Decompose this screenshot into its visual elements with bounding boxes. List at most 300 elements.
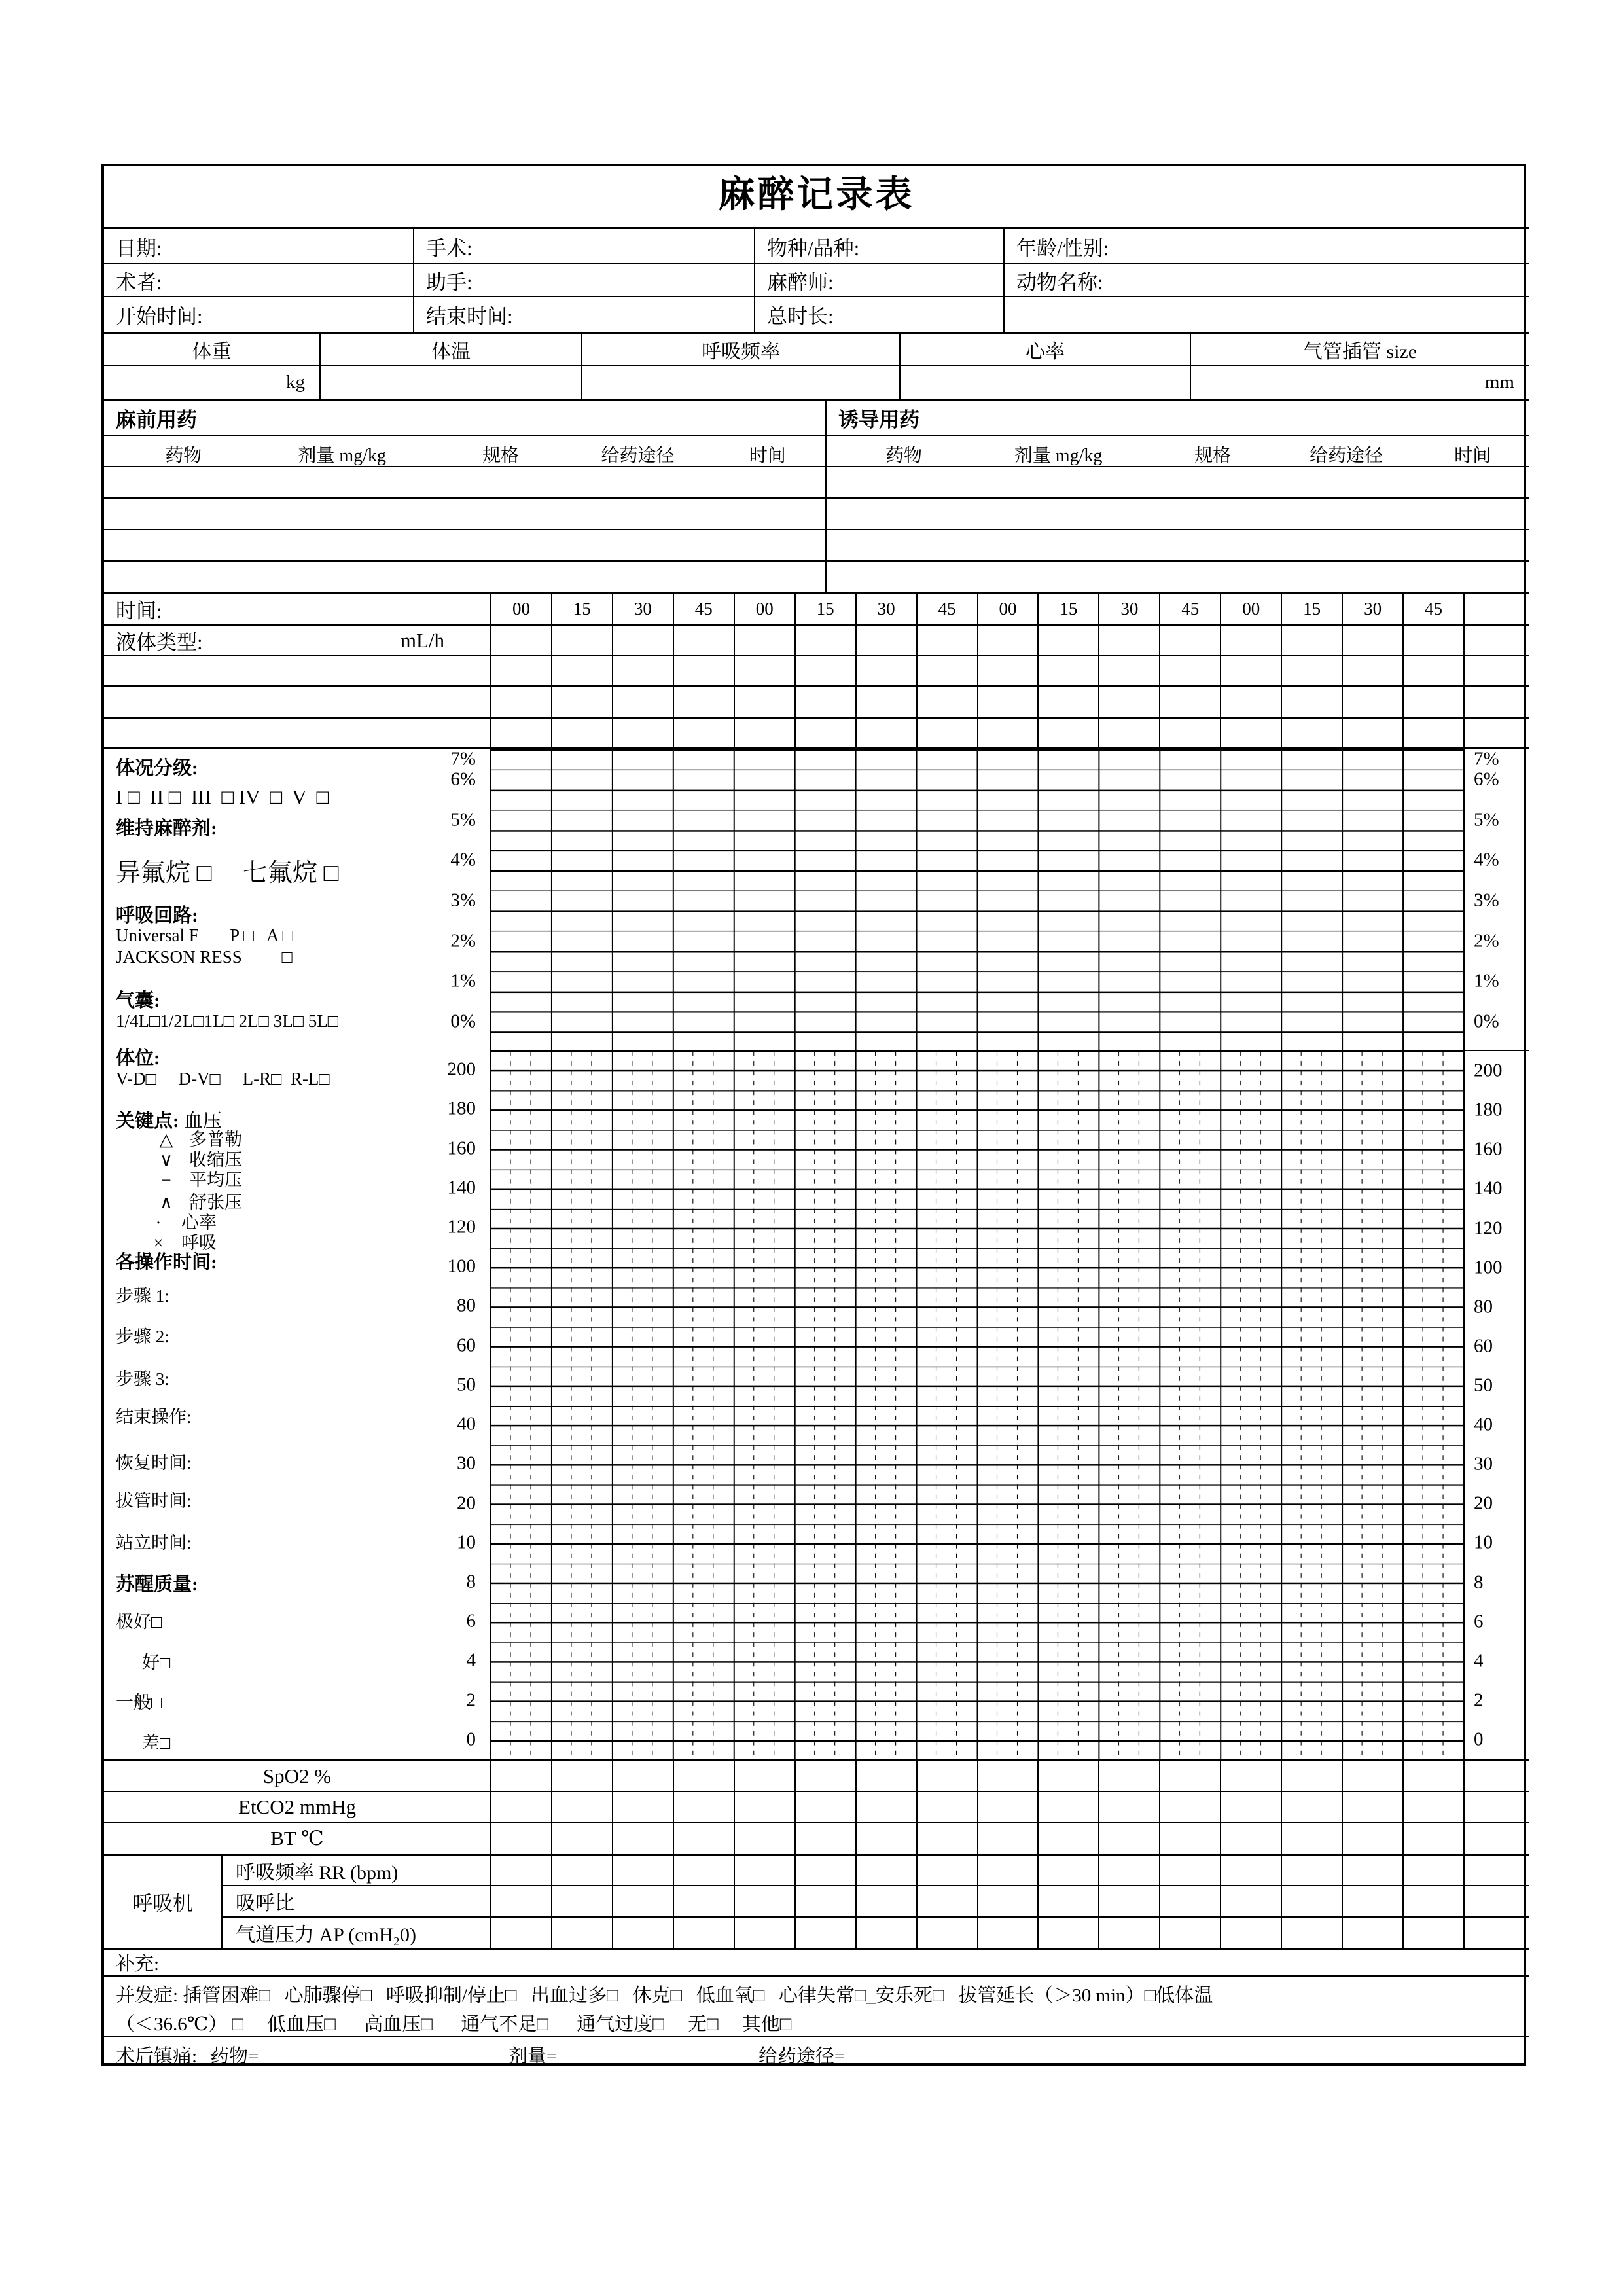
fluid-cell[interactable]: [1342, 656, 1402, 685]
maintenance-options[interactable]: 异氟烷 □ 七氟烷 □: [116, 859, 339, 887]
fluid-cell[interactable]: [1098, 719, 1159, 747]
vent-ap-cell[interactable]: [1098, 1918, 1159, 1948]
percent-scale-right: [1463, 749, 1529, 1052]
scale-label: 80: [457, 1295, 476, 1316]
spo2-cell[interactable]: [490, 1761, 551, 1791]
bt-cell[interactable]: [612, 1823, 673, 1854]
premed-entry-cell[interactable]: [104, 530, 827, 560]
vent-ap-cell[interactable]: [977, 1918, 1038, 1948]
etco2-cell[interactable]: [1402, 1792, 1463, 1822]
bt-cell[interactable]: [734, 1823, 794, 1854]
position-options[interactable]: V-D□ D-V□ L-R□ R-L□: [116, 1069, 330, 1088]
fluid-cell[interactable]: [1037, 626, 1098, 655]
fluid-cell[interactable]: [612, 687, 673, 717]
fluid-cell[interactable]: [794, 719, 855, 747]
fluid-cell[interactable]: [916, 626, 977, 655]
circuit-option-universal[interactable]: Universal F P □ A □: [116, 925, 293, 945]
etco2-cell[interactable]: [612, 1792, 673, 1822]
fluid-cell[interactable]: [1220, 687, 1281, 717]
bt-cell[interactable]: [977, 1823, 1038, 1854]
etco2-cell[interactable]: [673, 1792, 734, 1822]
scale-label: 100: [1474, 1257, 1503, 1278]
vent-rr-cell[interactable]: [551, 1856, 612, 1885]
fluid-cell[interactable]: [1037, 687, 1098, 717]
scale-label: 5%: [1474, 809, 1499, 831]
fluid-cell[interactable]: [855, 656, 916, 685]
spo2-cell[interactable]: [1037, 1761, 1098, 1791]
vital-grid-lines: [490, 1051, 1463, 1761]
fluid-cell[interactable]: [1220, 626, 1281, 655]
vent-ie-cell[interactable]: [1342, 1886, 1402, 1916]
legend-respiration: × 呼吸: [153, 1233, 217, 1253]
legend-systolic: ∨ 收缩压: [160, 1150, 242, 1170]
fluid-cell[interactable]: [490, 656, 551, 685]
scale-label: 8: [466, 1571, 476, 1592]
step-2-field[interactable]: 步骤 2:: [116, 1327, 169, 1346]
fluid-cell[interactable]: [673, 687, 734, 717]
recovery-option-fair[interactable]: 一般□: [116, 1693, 162, 1712]
etco2-cell[interactable]: [734, 1792, 794, 1822]
circuit-option-jackson[interactable]: JACKSON RESS □: [116, 947, 293, 967]
fluid-cell[interactable]: [1402, 687, 1463, 717]
fluid-cell[interactable]: [1342, 626, 1402, 655]
vent-ap-cell[interactable]: [1342, 1918, 1402, 1948]
fluid-cell[interactable]: [1159, 656, 1220, 685]
extubation-time-field[interactable]: 拔管时间:: [116, 1491, 192, 1511]
fluid-cell[interactable]: [490, 626, 551, 655]
fluid-cell[interactable]: [1463, 626, 1529, 655]
analgesia-dose-field[interactable]: 剂量=: [508, 2046, 558, 2067]
scale-label: 200: [447, 1058, 476, 1080]
total-duration-field[interactable]: 总时长:: [754, 297, 1003, 332]
vent-ie-cell[interactable]: [1098, 1886, 1159, 1916]
vent-rr-cell[interactable]: [977, 1856, 1038, 1885]
fluid-cell[interactable]: [1281, 656, 1342, 685]
induction-entry-cell[interactable]: [827, 562, 1529, 592]
etco2-cell[interactable]: [1463, 1792, 1529, 1822]
bt-cell[interactable]: [551, 1823, 612, 1854]
vent-rr-cell[interactable]: [916, 1856, 977, 1885]
fluid-cell[interactable]: [551, 626, 612, 655]
fluid-cell[interactable]: [1159, 687, 1220, 717]
bt-row: [104, 1822, 1529, 1854]
vent-ie-cell[interactable]: [490, 1886, 551, 1916]
vent-rr-cell[interactable]: [673, 1856, 734, 1885]
fluid-extra-row: [104, 717, 1529, 747]
info-empty-cell[interactable]: [1003, 297, 1529, 332]
scale-label: 2%: [450, 930, 476, 952]
step-1-field[interactable]: 步骤 1:: [116, 1286, 169, 1306]
time-tick: 00: [1220, 594, 1281, 624]
scale-label: 10: [1474, 1532, 1493, 1553]
vent-ap-cell[interactable]: [1159, 1918, 1220, 1948]
fluid-cell[interactable]: [977, 626, 1038, 655]
fluid-cell[interactable]: [551, 687, 612, 717]
fluid-cell[interactable]: [1402, 656, 1463, 685]
spo2-cell[interactable]: [673, 1761, 734, 1791]
spo2-cell[interactable]: [1402, 1761, 1463, 1791]
scale-label: 180: [1474, 1099, 1503, 1121]
scale-label: 4: [466, 1649, 476, 1671]
vent-ap-cell[interactable]: [490, 1918, 551, 1948]
fluid-cell[interactable]: [1402, 719, 1463, 747]
fluid-extra-row: [104, 685, 1529, 717]
bt-cell[interactable]: [1037, 1823, 1098, 1854]
vent-ap-cell[interactable]: [551, 1918, 612, 1948]
scale-label: 60: [457, 1335, 476, 1356]
scale-label: 0: [1474, 1729, 1484, 1750]
vent-rr-cell[interactable]: [1342, 1856, 1402, 1885]
induction-col-drug: 药物: [885, 446, 923, 466]
induction-entry-cell[interactable]: [827, 499, 1529, 529]
fluid-cell[interactable]: [977, 656, 1038, 685]
drug-row: [104, 466, 1529, 497]
surgeon-field[interactable]: 术者:: [116, 270, 162, 294]
spo2-cell[interactable]: [1463, 1761, 1529, 1791]
scale-label: 6%: [1474, 768, 1499, 790]
fluid-cell[interactable]: [1159, 719, 1220, 747]
scale-label: 1%: [1474, 970, 1499, 992]
vent-ie-cell[interactable]: [734, 1886, 794, 1916]
end-operation-field[interactable]: 结束操作:: [116, 1407, 192, 1427]
fluid-cell[interactable]: [612, 626, 673, 655]
induction-entry-cell[interactable]: [827, 467, 1529, 497]
fluid-cell[interactable]: [977, 719, 1038, 747]
fluid-cell[interactable]: [1159, 626, 1220, 655]
vent-ap-cell[interactable]: [734, 1918, 794, 1948]
percent-grid[interactable]: [490, 749, 1463, 1052]
time-tick: 15: [794, 594, 855, 624]
spo2-cell[interactable]: [1281, 1761, 1342, 1791]
standing-time-field[interactable]: 站立时间:: [116, 1533, 192, 1552]
etco2-cell[interactable]: [1220, 1792, 1281, 1822]
fluid-cell[interactable]: [1281, 687, 1342, 717]
scale-label: 80: [1474, 1296, 1493, 1318]
fluid-cell[interactable]: [673, 719, 734, 747]
etco2-cell[interactable]: [1037, 1792, 1098, 1822]
anesthetist-field[interactable]: 麻醉师:: [754, 264, 1003, 296]
fluid-cell[interactable]: [734, 719, 794, 747]
vent-rr-cell[interactable]: [490, 1856, 551, 1885]
vent-ap-cell[interactable]: [673, 1918, 734, 1948]
postop-analgesia-row: [104, 2036, 1529, 2066]
etco2-cell[interactable]: [1342, 1792, 1402, 1822]
vent-ie-cell[interactable]: [794, 1886, 855, 1916]
bt-cell[interactable]: [1220, 1823, 1281, 1854]
etco2-cell[interactable]: [1159, 1792, 1220, 1822]
fluid-cell[interactable]: [734, 687, 794, 717]
etco2-cell[interactable]: [794, 1792, 855, 1822]
vent-rr-cell[interactable]: [1159, 1856, 1220, 1885]
etco2-cell[interactable]: [977, 1792, 1038, 1822]
legend-doppler: △ 多普勒: [159, 1130, 242, 1149]
time-tick: 15: [1037, 594, 1098, 624]
scale-label: 8: [1474, 1571, 1484, 1592]
bt-cell[interactable]: [1402, 1823, 1463, 1854]
premed-entry-cell[interactable]: [104, 562, 827, 592]
vent-ap-cell[interactable]: [916, 1918, 977, 1948]
fluid-cell[interactable]: [1281, 626, 1342, 655]
age-sex-field[interactable]: 年龄/性别:: [1003, 229, 1529, 263]
date-field[interactable]: 日期:: [116, 236, 162, 260]
info-row-3: [104, 296, 1529, 332]
fluid-cell[interactable]: [1463, 687, 1529, 717]
vent-ap-cell[interactable]: [855, 1918, 916, 1948]
etco2-cell[interactable]: [1281, 1792, 1342, 1822]
fluid-type-label: 液体类型:: [116, 631, 203, 654]
vent-rr-cell[interactable]: [1463, 1856, 1529, 1885]
vent-ap-cell[interactable]: [794, 1918, 855, 1948]
fluid-extra-row: [104, 655, 1529, 685]
recovery-option-poor[interactable]: 差□: [142, 1733, 171, 1753]
asa-grade-options[interactable]: I □ II □ III □ IV □ V □: [116, 785, 329, 808]
bt-cell[interactable]: [1098, 1823, 1159, 1854]
spo2-cell[interactable]: [1098, 1761, 1159, 1791]
premed-entry-cell[interactable]: [104, 467, 827, 497]
scale-label: 120: [1474, 1217, 1503, 1238]
spo2-cell[interactable]: [855, 1761, 916, 1791]
scale-label: 0: [466, 1729, 476, 1750]
time-tick: 30: [1342, 594, 1402, 624]
etco2-cell[interactable]: [490, 1792, 551, 1822]
drug-row: [104, 497, 1529, 529]
fluid-cell[interactable]: [1098, 626, 1159, 655]
fluid-cell[interactable]: [1463, 656, 1529, 685]
weight-value-cell[interactable]: kg: [286, 371, 305, 393]
spo2-cell[interactable]: [1220, 1761, 1281, 1791]
induction-entry-cell[interactable]: [827, 530, 1529, 560]
time-tick: 15: [551, 594, 612, 624]
premed-col-spec: 规格: [482, 446, 520, 466]
spo2-cell[interactable]: [551, 1761, 612, 1791]
spo2-cell[interactable]: [612, 1761, 673, 1791]
spo2-cell[interactable]: [916, 1761, 977, 1791]
scale-label: 5%: [450, 809, 476, 831]
species-field[interactable]: 物种/品种:: [754, 229, 1003, 263]
vent-ie-cell[interactable]: [1402, 1886, 1463, 1916]
vital-grid[interactable]: [490, 1050, 1463, 1761]
start-time-field[interactable]: 开始时间:: [116, 305, 203, 328]
fluid-cell[interactable]: [794, 626, 855, 655]
scale-label: 3%: [1474, 889, 1499, 911]
vent-ie-cell[interactable]: [977, 1886, 1038, 1916]
step-3-field[interactable]: 步骤 3:: [116, 1369, 169, 1389]
fluid-cell[interactable]: [855, 687, 916, 717]
fluid-cell[interactable]: [673, 626, 734, 655]
fluid-cell[interactable]: [490, 719, 551, 747]
asa-grade-label: 体况分级:: [116, 758, 198, 779]
spo2-cell[interactable]: [734, 1761, 794, 1791]
vent-ie-cell[interactable]: [855, 1886, 916, 1916]
weight-header: 体重: [192, 340, 232, 363]
scale-label: 60: [1474, 1335, 1493, 1357]
vent-ie-cell[interactable]: [551, 1886, 612, 1916]
bt-cell[interactable]: [1281, 1823, 1342, 1854]
scale-label: 6: [1474, 1611, 1484, 1632]
vent-rr-cell[interactable]: [1037, 1856, 1098, 1885]
scale-label: 20: [457, 1492, 476, 1514]
premed-entry-cell[interactable]: [104, 499, 827, 529]
vent-ie-cell[interactable]: [612, 1886, 673, 1916]
fluid-cell[interactable]: [1037, 656, 1098, 685]
bt-cell[interactable]: [1342, 1823, 1402, 1854]
complications-line-1[interactable]: 并发症: 插管困难□ 心肺骤停□ 呼吸抑制/停止□ 出血过多□ 休克□ 低血氧□ 心律失常□_安乐死□ 拔管延长（＞30 min）□低体温: [116, 1985, 1213, 2006]
vent-ie-cell[interactable]: [1281, 1886, 1342, 1916]
fluid-cell[interactable]: [612, 656, 673, 685]
heart-rate-value-cell[interactable]: [899, 366, 1190, 399]
vent-ie-cell[interactable]: [1463, 1886, 1529, 1916]
bt-label: BT ℃: [270, 1827, 324, 1850]
fluid-cell[interactable]: [490, 687, 551, 717]
vent-rr-cell[interactable]: [612, 1856, 673, 1885]
vent-rr-cell[interactable]: [794, 1856, 855, 1885]
vent-rr-cell[interactable]: [1098, 1856, 1159, 1885]
fluid-cell[interactable]: [734, 656, 794, 685]
etco2-cell[interactable]: [916, 1792, 977, 1822]
vent-rr-cell[interactable]: [1281, 1856, 1342, 1885]
bt-cell[interactable]: [490, 1823, 551, 1854]
scale-label: 2%: [1474, 930, 1499, 952]
fluid-cell[interactable]: [1098, 656, 1159, 685]
fluid-cell[interactable]: [1402, 626, 1463, 655]
fluid-cell[interactable]: [734, 626, 794, 655]
bt-cell[interactable]: [916, 1823, 977, 1854]
spo2-cell[interactable]: [1159, 1761, 1220, 1791]
vent-ie-cell[interactable]: [673, 1886, 734, 1916]
key-points-label: 关键点: 血压: [116, 1111, 222, 1132]
position-label: 体位:: [116, 1048, 160, 1069]
animal-name-field[interactable]: 动物名称:: [1003, 264, 1529, 296]
fluid-cell[interactable]: [1220, 719, 1281, 747]
bag-options[interactable]: 1/4L□1/2L□1L□ 2L□ 3L□ 5L□: [116, 1011, 339, 1031]
vent-ap-cell[interactable]: [1281, 1918, 1342, 1948]
bt-cell[interactable]: [673, 1823, 734, 1854]
fluid-cell[interactable]: [977, 687, 1038, 717]
bt-cell[interactable]: [794, 1823, 855, 1854]
bt-cell[interactable]: [855, 1823, 916, 1854]
fluid-cell[interactable]: [551, 719, 612, 747]
vent-rr-cell[interactable]: [1220, 1856, 1281, 1885]
time-tick: 45: [673, 594, 734, 624]
time-tick: 30: [612, 594, 673, 624]
time-tick: 30: [855, 594, 916, 624]
analgesia-route-field[interactable]: 给药途径=: [758, 2046, 846, 2067]
fluid-cell[interactable]: [1220, 656, 1281, 685]
vitals-header-row: [104, 332, 1529, 365]
end-time-field[interactable]: 结束时间:: [413, 297, 754, 332]
drug-column-header-row: [104, 435, 1529, 466]
complications-line-2[interactable]: （＜36.6℃） □ 低血压□ 高血压□ 通气不足□ 通气过度□ 无□ 其他□: [116, 2014, 792, 2035]
fluid-cell[interactable]: [1342, 719, 1402, 747]
vent-rr-cell[interactable]: [1402, 1856, 1463, 1885]
supplement-label: 补充:: [116, 1954, 160, 1975]
spo2-cell[interactable]: [977, 1761, 1038, 1791]
vent-ap-cell[interactable]: [1037, 1918, 1098, 1948]
ventilator-rr-label: 呼吸频率 RR (bpm): [236, 1861, 399, 1884]
vent-ap-cell[interactable]: [612, 1918, 673, 1948]
scale-label: 100: [447, 1255, 476, 1277]
fluid-cell[interactable]: [916, 719, 977, 747]
et-tube-value-cell[interactable]: mm: [1190, 366, 1529, 399]
temp-value-cell[interactable]: [319, 366, 581, 399]
spo2-cell[interactable]: [794, 1761, 855, 1791]
fluid-cell[interactable]: [551, 656, 612, 685]
ventilator-rr-row: [104, 1854, 1529, 1885]
circuit-label: 呼吸回路:: [116, 905, 198, 926]
recovery-option-good[interactable]: 好□: [142, 1653, 171, 1672]
time-header-row: [104, 592, 1529, 624]
scale-label: 0%: [450, 1011, 476, 1032]
surgery-field[interactable]: 手术:: [413, 229, 754, 263]
vent-ap-cell[interactable]: [1402, 1918, 1463, 1948]
bt-cell[interactable]: [1159, 1823, 1220, 1854]
vent-ie-cell[interactable]: [1220, 1886, 1281, 1916]
fluid-cell[interactable]: [1281, 719, 1342, 747]
etco2-cell[interactable]: [855, 1792, 916, 1822]
vent-rr-cell[interactable]: [855, 1856, 916, 1885]
fluid-cell[interactable]: [916, 656, 977, 685]
fluid-type-row: [104, 624, 1529, 655]
fluid-cell[interactable]: [1342, 687, 1402, 717]
fluid-cell[interactable]: [1098, 687, 1159, 717]
heart-rate-header: 心率: [899, 334, 1190, 365]
resp-rate-value-cell[interactable]: [581, 366, 899, 399]
vent-ie-cell[interactable]: [916, 1886, 977, 1916]
vent-rr-cell[interactable]: [734, 1856, 794, 1885]
drug-row: [104, 560, 1529, 592]
fluid-cell[interactable]: [916, 687, 977, 717]
recovery-time-field[interactable]: 恢复时间:: [116, 1453, 192, 1473]
time-tick: 15: [1281, 594, 1342, 624]
vent-ap-cell[interactable]: [1463, 1918, 1529, 1948]
fluid-cell[interactable]: [1037, 719, 1098, 747]
spo2-cell[interactable]: [1342, 1761, 1402, 1791]
scale-label: 4: [1474, 1650, 1484, 1672]
assistant-field[interactable]: 助手:: [413, 264, 754, 296]
fluid-cell[interactable]: [855, 719, 916, 747]
anesthesia-form: [101, 164, 1526, 2066]
scale-label: 40: [1474, 1414, 1493, 1435]
analgesia-drug-field[interactable]: 药物=: [210, 2046, 259, 2067]
vent-ie-cell[interactable]: [1037, 1886, 1098, 1916]
ventilator-ie-row: [104, 1885, 1529, 1916]
spo2-row: [104, 1759, 1529, 1791]
premed-col-route: 给药途径: [601, 446, 675, 466]
fluid-cell[interactable]: [794, 656, 855, 685]
et-tube-header: 气管插管 size: [1190, 334, 1529, 365]
premed-title: 麻前用药: [116, 408, 197, 431]
fluid-cell[interactable]: [794, 687, 855, 717]
bt-cell[interactable]: [1463, 1823, 1529, 1854]
vent-ie-cell[interactable]: [1159, 1886, 1220, 1916]
recovery-option-excellent[interactable]: 极好□: [116, 1612, 162, 1632]
etco2-cell[interactable]: [1098, 1792, 1159, 1822]
ventilator-ie-label: 吸呼比: [223, 1885, 490, 1916]
fluid-cell[interactable]: [612, 719, 673, 747]
fluid-cell[interactable]: [855, 626, 916, 655]
fluid-cell[interactable]: [1463, 719, 1529, 747]
scale-label: 160: [447, 1138, 476, 1159]
drug-section-header: [104, 399, 1529, 435]
scale-label: 2: [1474, 1689, 1484, 1711]
vital-scale-right: [1463, 1050, 1529, 1759]
vent-ap-cell[interactable]: [1220, 1918, 1281, 1948]
time-tick: 30: [1098, 594, 1159, 624]
resp-rate-header: 呼吸频率: [581, 334, 899, 365]
fluid-cell[interactable]: [673, 656, 734, 685]
etco2-cell[interactable]: [551, 1792, 612, 1822]
supplement-row[interactable]: [104, 1948, 1529, 1975]
